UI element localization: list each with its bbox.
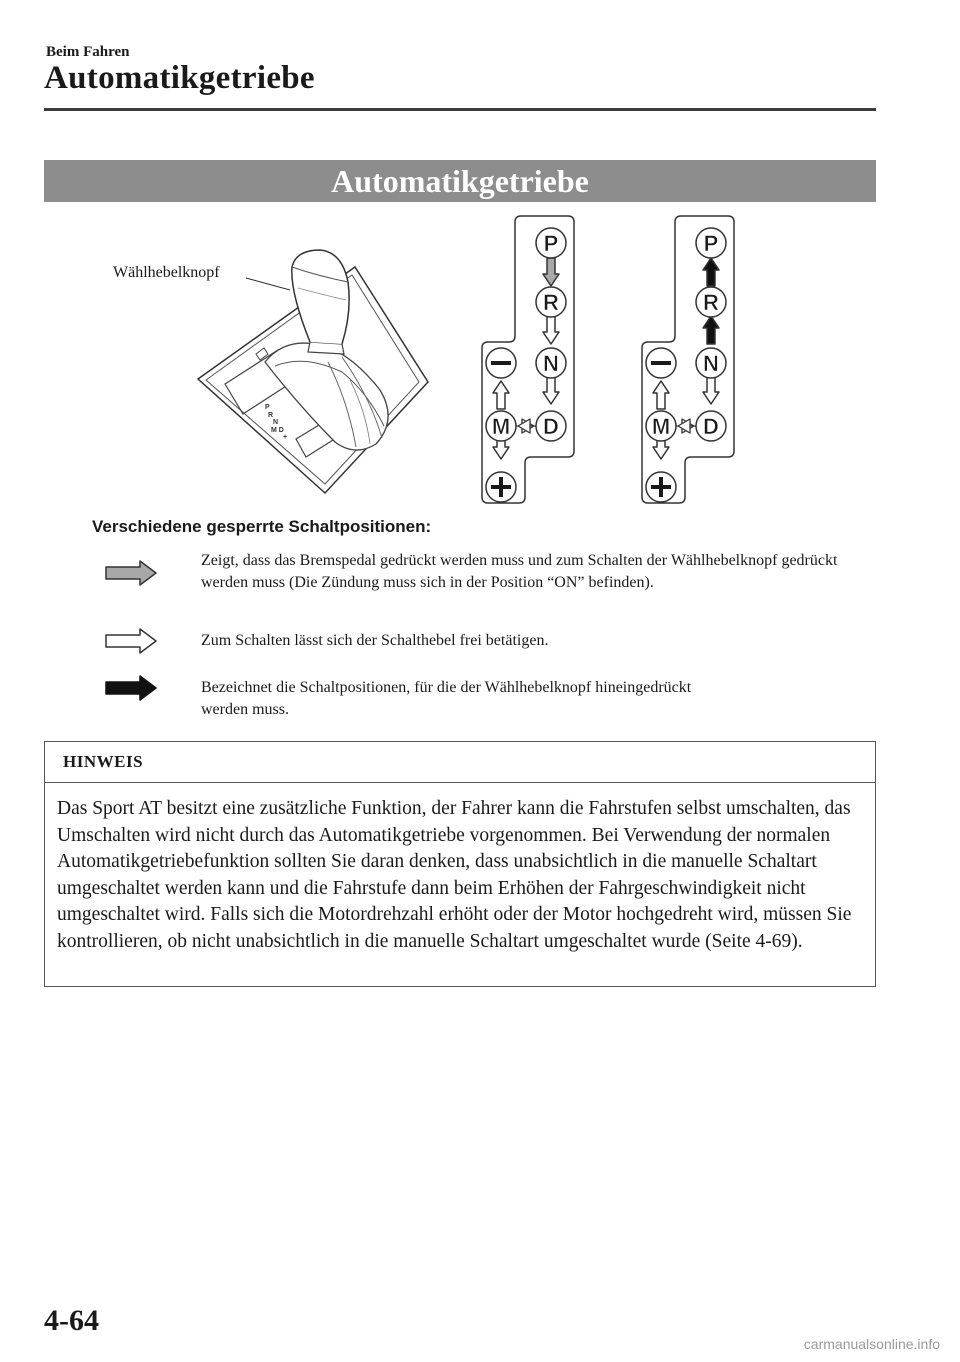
- note-header: [45, 742, 875, 783]
- gate2-minus-icon: [651, 361, 671, 365]
- plate-letter-p: P: [265, 404, 270, 411]
- gate2-letter-d: D: [703, 414, 719, 439]
- legend-text-white: Zum Schalten lässt sich der Schalthebel frei betätigen.: [201, 632, 549, 649]
- gray-arrow-icon: [104, 560, 158, 586]
- watermark: carmanualsonline.info: [803, 1336, 940, 1352]
- gate1-minus-icon: [491, 361, 511, 365]
- shifter-illustration: [198, 250, 428, 493]
- gate1-letter-r: R: [543, 290, 559, 315]
- plate-letter-n: N: [273, 419, 279, 426]
- selector-knob-label: Wählhebelknopf: [113, 264, 220, 281]
- note-text: Das Sport AT besitzt eine zusätzliche Funktion, der Fahrer kann die Fahrstufen selbst umschalten, das Umschalten wird nicht durch das Automatikgetriebe vorgenommen. Bei Verwendung der normalen Automatikgetriebefunktion sollten Sie daran denken, dass unabsichtlich in die manuelle Schaltart umgeschaltet werden kann und die Fahrstufe dann beim Erhöhen der Fahrgeschwindigkeit nicht umgeschaltet wird. Falls sich die Motordrehzahl erhöht oder der Motor hochgedreht wird, müssen Sie kontrollieren, ob nicht unabsichtlich in die manuelle Schaltart umgeschaltet wurde (Seite 4-69).: [57, 798, 852, 952]
- page-title: Automatikgetriebe: [44, 60, 315, 96]
- note-box: [44, 741, 876, 987]
- gate-diagram-locked: [642, 216, 734, 503]
- gate1-letter-p: P: [543, 231, 559, 256]
- title-rule: [44, 108, 876, 111]
- gate2-letter-r: R: [703, 290, 719, 315]
- gate1-letter-m: M: [491, 414, 511, 439]
- plate-letter-md: M D: [271, 427, 284, 434]
- knob-leader-line: [246, 278, 290, 290]
- plate-letter-plus: +: [283, 434, 288, 441]
- shift-gate-figure: [80, 212, 719, 512]
- legend-text-black: Bezeichnet die Schaltpositionen, für die der Wählhebelknopf hineingedrückt werden muss.: [201, 679, 692, 718]
- gate2-letter-p: P: [703, 231, 719, 256]
- section-banner: Automatikgetriebe: [44, 160, 876, 202]
- white-arrow-icon: [104, 628, 158, 654]
- gate2-letter-n: N: [703, 351, 719, 376]
- plate-letter-r: R: [268, 412, 274, 419]
- gate-diagram-normal: [482, 216, 574, 503]
- black-arrow-icon: [104, 675, 158, 701]
- gate1-letter-n: N: [543, 351, 559, 376]
- gate2-letter-m: M: [651, 414, 671, 439]
- section-label: Beim Fahren: [46, 44, 130, 60]
- page-number: 4-64: [44, 1304, 99, 1337]
- gate1-letter-d: D: [543, 414, 559, 439]
- legend-title: Verschiedene gesperrte Schaltpositionen:: [92, 517, 432, 536]
- legend-text-gray: Zeigt, dass das Bremspedal gedrückt werden muss und zum Schalten der Wählhebelknopf gedrückt werden muss (Die Zündung muss sich in der Position “ON” befinden).: [201, 552, 838, 591]
- note-heading: HINWEIS: [63, 752, 144, 771]
